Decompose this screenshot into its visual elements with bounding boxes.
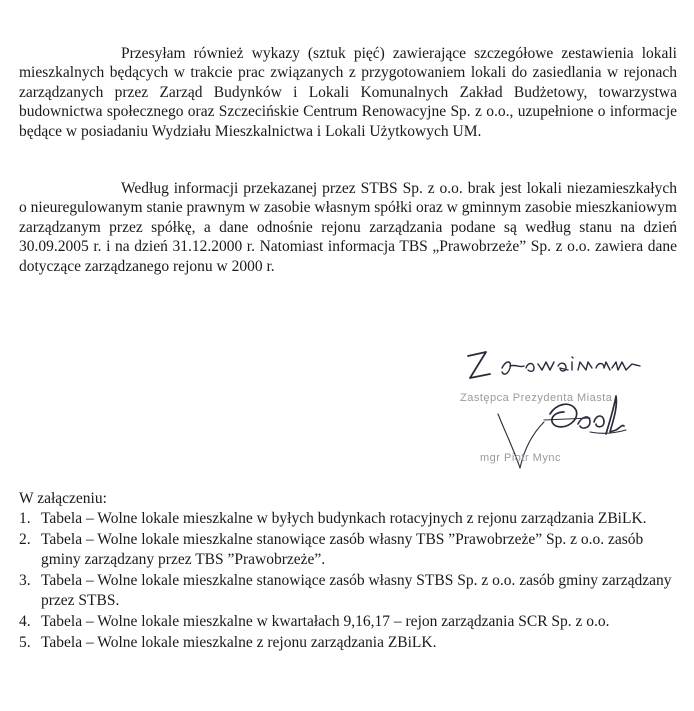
attachment-text: Tabela – Wolne lokale mieszkalne stanowiące zasób własny STBS Sp. z o.o. zasób gminy zarządzany przez STBS. <box>41 572 672 609</box>
attachment-item <box>19 571 679 610</box>
attachment-number: 3. <box>19 572 31 590</box>
signature-name-text: mgr Piotr Mync <box>480 452 561 464</box>
attachment-text: Tabela – Wolne lokale mieszkalne z rejonu zarządzania ZBiLK. <box>41 634 437 652</box>
body-paragraph-1: Przesyłam również wykazy (sztuk pięć) zawierające szczegółowe zestawienia lokali mieszkalnych będących w trakcie prac związanych z przygotowaniem lokali do zasiedlania w rejonach zarządzanych przez Zarząd Budynków i Lokali Komunalnych Zakład Budżetowy, towarzystwa budownictwa społecznego oraz Szczecińskie Centrum Renowacyjne Sp. z o.o., uzupełnione o informacje będące w posiadaniu Wydziału Mieszkalnictwa i Lokali Użytkowych UM. <box>19 45 677 140</box>
attachment-item <box>19 509 679 528</box>
attachment-text: Tabela – Wolne lokale mieszkalne w kwartałach 9,16,17 – rejon zarządzania SCR Sp. z o.o. <box>41 613 610 631</box>
attachment-number: 1. <box>19 510 31 527</box>
signature-role-text: Zastępca Prezydenta Miasta <box>460 392 613 404</box>
attachment-text: Tabela – Wolne lokale mieszkalne w byłych budynkach rotacyjnych z rejonu zarządzania ZBiLK. <box>41 510 647 527</box>
attachment-number: 5. <box>19 634 31 652</box>
attachments-heading: W załączeniu: <box>19 490 107 507</box>
attachment-item <box>19 633 679 652</box>
attachment-number: 4. <box>19 613 31 631</box>
attachment-item <box>19 530 679 569</box>
attachment-text: Tabela – Wolne lokale mieszkalne stanowiące zasób własny TBS ”Prawobrzeże” Sp. z o.o. zasób gminy zarządzany przez TBS ”Prawobrzeże”. <box>41 531 644 568</box>
attachments-list <box>19 509 679 655</box>
attachment-number: 2. <box>19 531 31 549</box>
attachment-item <box>19 612 679 631</box>
body-paragraph-2: Według informacji przekazanej przez STBS Sp. z o.o. brak jest lokali niezamieszkałych o nieuregulowanym stanie prawnym w zasobie własnym spółki oraz w gminnym zasobie mieszkaniowym zarządzanym przez spółkę, a dane odnośnie rejonu zarządzania podane są według stanu na dzień 30.09.2005 r. i na dzień 31.12.2000 r. Natomiast informacja TBS „Prawobrzeże” Sp. z o.o. zawiera dane dotyczące zarządzanego rejonu w 2000 r. <box>19 180 677 275</box>
